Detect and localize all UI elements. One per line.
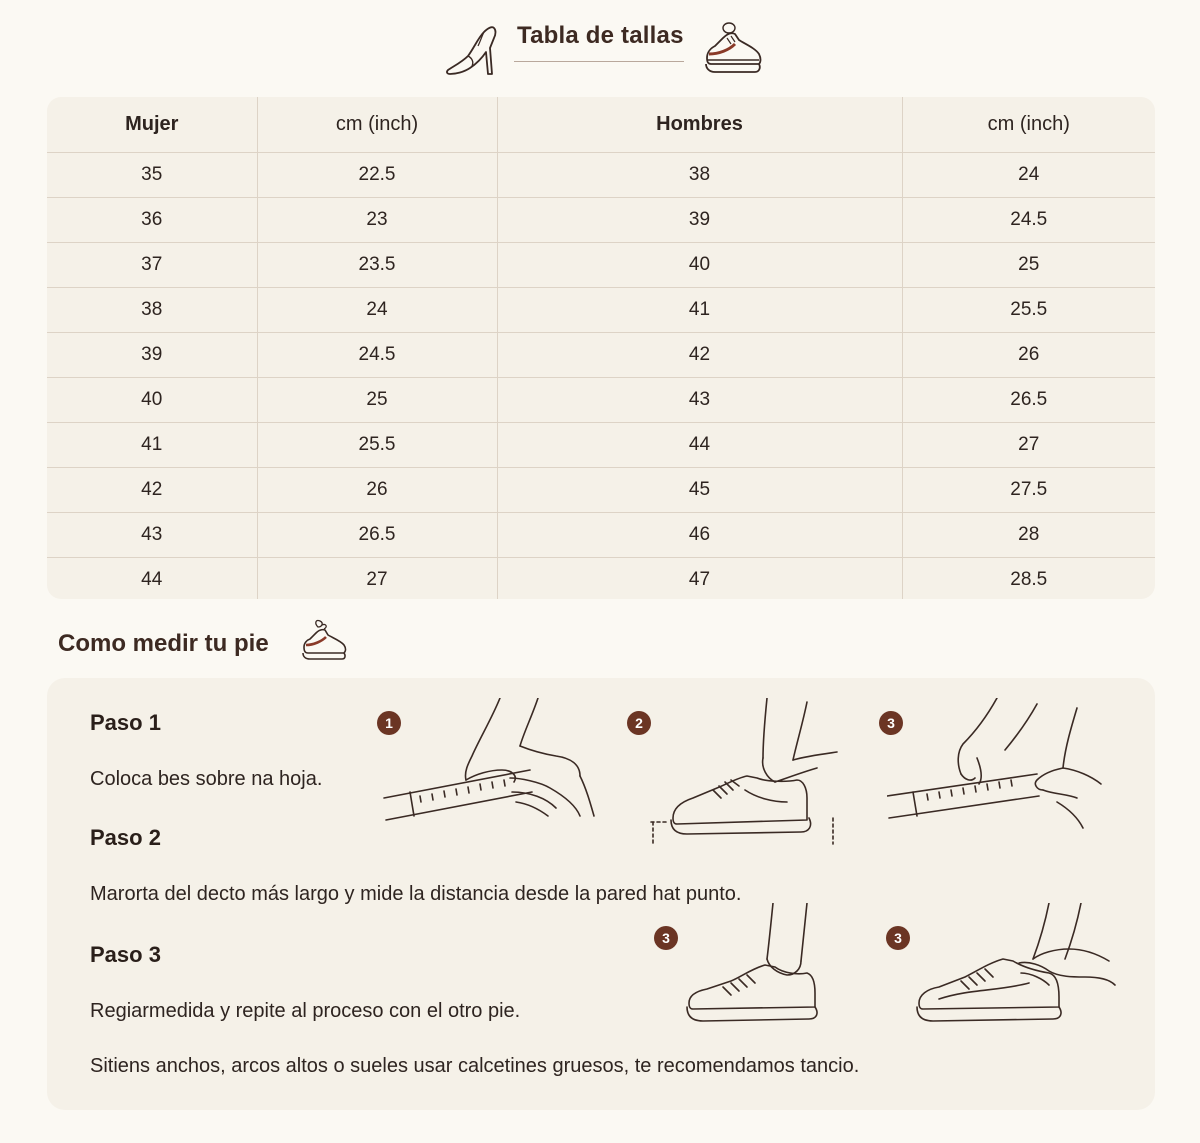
cell-men-size: 42 <box>497 333 902 378</box>
cell-women-size: 44 <box>47 558 257 600</box>
page-title: Tabla de tallas <box>517 22 684 49</box>
step-1-heading: Paso 1 <box>90 710 161 735</box>
sneaker-icon <box>300 617 350 670</box>
column-header-cm-men: cm (inch) <box>902 97 1155 153</box>
step-number-badge: 3 <box>654 926 678 950</box>
steps-card <box>47 678 1155 1110</box>
table-row <box>47 513 1155 558</box>
cell-women-size: 35 <box>47 153 257 198</box>
cell-men-cm: 26 <box>902 333 1155 378</box>
step-2-heading: Paso 2 <box>90 825 161 850</box>
measure-note: Sitiens anchos, arcos altos o sueles usar calcetines gruesos, te recomendamos tancio. <box>90 1055 860 1077</box>
cell-men-size: 44 <box>497 423 902 468</box>
cell-women-cm: 25.5 <box>257 423 497 468</box>
step-number-badge: 3 <box>879 711 903 735</box>
cell-women-size: 42 <box>47 468 257 513</box>
cell-women-size: 41 <box>47 423 257 468</box>
cell-women-cm: 26.5 <box>257 513 497 558</box>
cell-men-cm: 25 <box>902 243 1155 288</box>
cell-men-size: 47 <box>497 558 902 600</box>
cell-women-cm: 26 <box>257 468 497 513</box>
title-underline <box>514 61 684 62</box>
cell-men-cm: 26.5 <box>902 378 1155 423</box>
cell-men-size: 41 <box>497 288 902 333</box>
high-heel-icon <box>444 18 500 83</box>
cell-men-cm: 28.5 <box>1010 569 1048 590</box>
sneaker-icon <box>701 18 765 83</box>
table-row <box>47 288 1155 333</box>
table-row <box>47 378 1155 423</box>
step-number-badge: 2 <box>627 711 651 735</box>
table-row <box>47 243 1155 288</box>
shoe-fit-illustration <box>647 698 847 853</box>
size-table-card <box>47 97 1155 599</box>
cell-men-cm: 25.5 <box>902 288 1155 333</box>
cell-women-cm: 22.5 <box>257 153 497 198</box>
step-3-text: Regiarmedida y repite al proceso con el otro pie. <box>90 1000 521 1022</box>
column-header-cm-women: cm (inch) <box>257 97 497 153</box>
ruler-measure-illustration <box>887 698 1112 848</box>
cell-men-size: 46 <box>497 513 902 558</box>
ruler-measure-illustration <box>380 698 610 838</box>
table-row <box>47 558 1155 600</box>
tie-shoe-illustration <box>909 903 1119 1038</box>
cell-women-cm: 23.5 <box>257 243 497 288</box>
page-header <box>0 14 1200 84</box>
step-3-heading: Paso 3 <box>90 942 161 967</box>
cell-men-cm: 24 <box>902 153 1155 198</box>
cell-women-size: 43 <box>47 513 257 558</box>
step-number-badge: 3 <box>886 926 910 950</box>
cell-men-cm: 27 <box>902 423 1155 468</box>
cell-men-size: 43 <box>497 378 902 423</box>
cell-women-size: 40 <box>47 378 257 423</box>
table-row <box>47 333 1155 378</box>
cell-men-size: 45 <box>497 468 902 513</box>
step-2-text: Marorta del decto más largo y mide la distancia desde la pared hat punto. <box>90 883 742 905</box>
cell-men-cm: 24.5 <box>902 198 1155 243</box>
table-row <box>47 198 1155 243</box>
column-header-mujer: Mujer <box>47 97 257 153</box>
cell-women-size: 37 <box>47 243 257 288</box>
cell-women-cm: 27 <box>257 558 497 600</box>
table-row <box>47 153 1155 198</box>
table-row <box>47 423 1155 468</box>
cell-women-size: 36 <box>47 198 257 243</box>
size-table <box>47 97 1155 599</box>
cell-men-size: 39 <box>497 198 902 243</box>
cell-women-cm: 25 <box>257 378 497 423</box>
measure-section-title: Como medir tu pie <box>58 630 269 657</box>
column-header-hombres: Hombres <box>497 97 902 153</box>
cell-men-size: 40 <box>497 243 902 288</box>
cell-women-cm: 23 <box>257 198 497 243</box>
table-row <box>47 468 1155 513</box>
cell-women-cm: 24.5 <box>257 333 497 378</box>
table-header-row <box>47 97 1155 153</box>
cell-men-size: 38 <box>497 153 902 198</box>
cell-men-cm: 28 <box>902 513 1155 558</box>
cell-women-size: 39 <box>47 333 257 378</box>
cell-women-size: 38 <box>47 288 257 333</box>
step-1-text: Coloca bes sobre na hoja. <box>90 768 323 790</box>
step-number-badge: 1 <box>377 711 401 735</box>
foot-in-shoe-illustration <box>677 903 827 1038</box>
cell-men-cm: 27.5 <box>902 468 1155 513</box>
cell-women-cm: 24 <box>257 288 497 333</box>
